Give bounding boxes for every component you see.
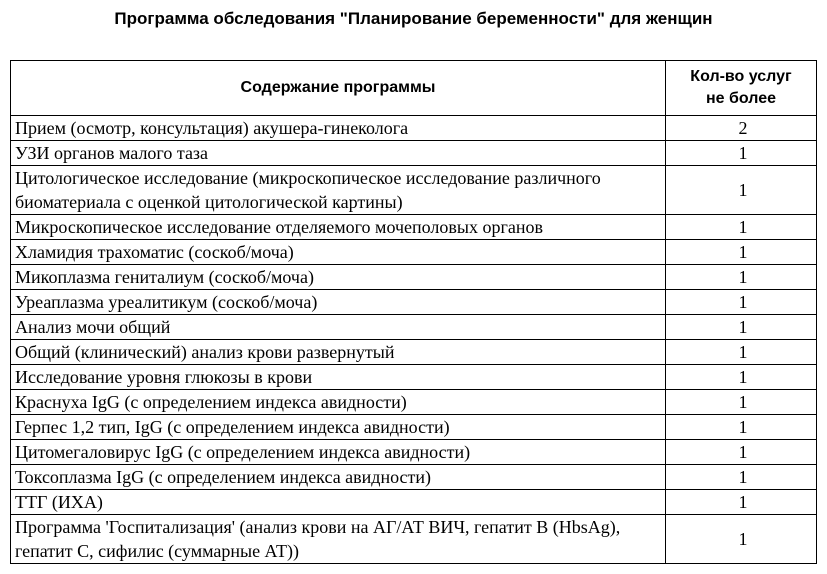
row-service-name: Микоплазма гениталиум (соскоб/моча)	[11, 265, 666, 290]
row-service-name: Токсоплазма IgG (с определением индекса авидности)	[11, 465, 666, 490]
header-quantity-line2: не более	[705, 90, 776, 107]
row-service-name: Уреаплазма уреалитикум (соскоб/моча)	[11, 290, 666, 315]
table-row	[11, 515, 817, 564]
table-row	[11, 390, 817, 415]
row-quantity: 1	[666, 415, 817, 440]
table-row	[11, 440, 817, 465]
row-service-name: Исследование уровня глюкозы в крови	[11, 365, 666, 390]
row-quantity: 1	[666, 141, 817, 166]
row-quantity: 1	[666, 240, 817, 265]
header-content-label: Содержание программы	[240, 79, 436, 96]
row-quantity: 1	[666, 365, 817, 390]
row-quantity: 1	[666, 215, 817, 240]
row-service-name: Краснуха IgG (с определением индекса авидности)	[11, 390, 666, 415]
table-row	[11, 141, 817, 166]
row-quantity: 1	[666, 315, 817, 340]
row-quantity: 1	[666, 440, 817, 465]
row-service-name: Герпес 1,2 тип, IgG (с определением индекса авидности)	[11, 415, 666, 440]
row-service-name: Программа 'Госпитализация' (анализ крови на АГ/АТ ВИЧ, гепатит В (HbsAg), гепатит С, сифилис (суммарные АТ))	[11, 515, 666, 564]
table-row	[11, 365, 817, 390]
table-row	[11, 465, 817, 490]
table-row	[11, 340, 817, 365]
row-quantity: 1	[666, 265, 817, 290]
row-quantity: 1	[666, 465, 817, 490]
row-service-name: Общий (клинический) анализ крови развернутый	[11, 340, 666, 365]
row-quantity: 1	[666, 290, 817, 315]
row-service-name: Цитологическое исследование (микроскопическое исследование различного биоматериала с оценкой цитологической картины)	[11, 166, 666, 215]
row-quantity: 1	[666, 390, 817, 415]
row-quantity: 1	[666, 515, 817, 564]
row-quantity: 1	[666, 340, 817, 365]
table-row	[11, 415, 817, 440]
page-title: Программа обследования "Планирование беременности" для женщин	[114, 9, 713, 28]
table-row	[11, 215, 817, 240]
row-service-name: Микроскопическое исследование отделяемого мочеполовых органов	[11, 215, 666, 240]
row-quantity: 2	[666, 116, 817, 141]
table-row	[11, 290, 817, 315]
table-row	[11, 240, 817, 265]
header-quantity-line1: Кол-во услуг	[690, 68, 792, 85]
table-row	[11, 265, 817, 290]
table-row	[11, 166, 817, 215]
row-quantity: 1	[666, 490, 817, 515]
row-service-name: Цитомегаловирус IgG (с определением индекса авидности)	[11, 440, 666, 465]
table-header-row	[11, 61, 817, 116]
row-service-name: Прием (осмотр, консультация) акушера-гинеколога	[11, 116, 666, 141]
header-content	[11, 61, 666, 116]
table-row	[11, 315, 817, 340]
row-service-name: Хламидия трахоматис (соскоб/моча)	[11, 240, 666, 265]
row-service-name: УЗИ органов малого таза	[11, 141, 666, 166]
row-quantity: 1	[666, 166, 817, 215]
header-quantity	[666, 61, 817, 116]
program-table	[10, 60, 817, 564]
row-service-name: ТТГ (ИХА)	[11, 490, 666, 515]
table-row	[11, 116, 817, 141]
row-service-name: Анализ мочи общий	[11, 315, 666, 340]
table-row	[11, 490, 817, 515]
